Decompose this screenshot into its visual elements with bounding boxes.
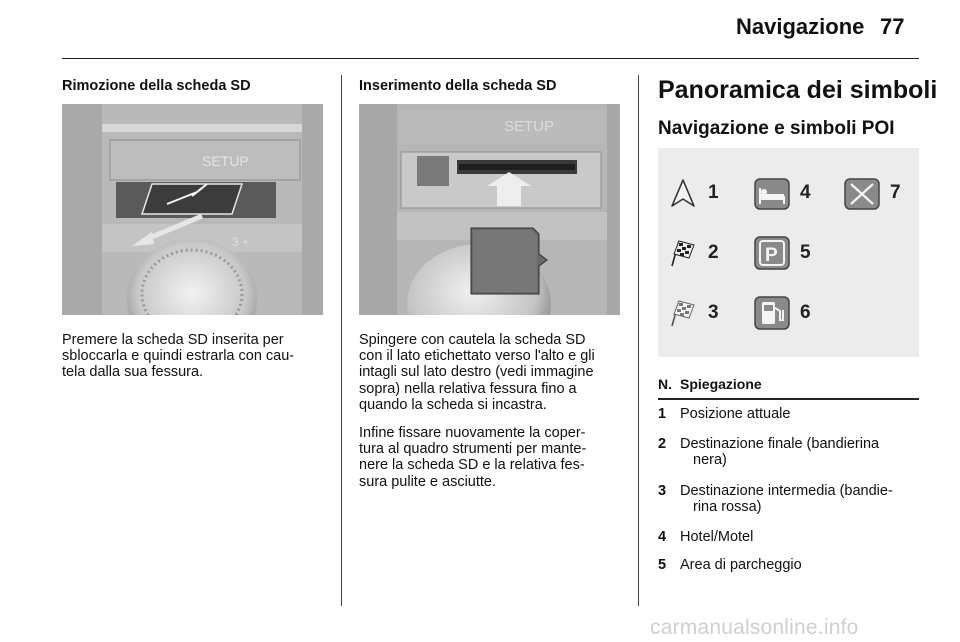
page-number: 77 bbox=[880, 14, 905, 39]
removal-instructions bbox=[62, 332, 332, 381]
fuel-station-icon bbox=[754, 296, 790, 330]
paragraph-line: Premere la scheda SD inserita per bbox=[62, 332, 284, 348]
cover-instructions bbox=[359, 425, 629, 490]
section-heading-removal: Rimozione della scheda SD bbox=[62, 78, 251, 94]
sd-removal-illustration bbox=[62, 104, 323, 315]
restaurant-icon bbox=[844, 178, 880, 210]
symbol-number: 7 bbox=[890, 182, 901, 203]
parking-icon bbox=[754, 236, 790, 270]
row-description-line: nera) bbox=[693, 452, 727, 469]
insertion-instructions bbox=[359, 332, 629, 413]
symbol-number: 5 bbox=[800, 242, 811, 263]
paragraph-line: Infine fissare nuovamente la coper- bbox=[359, 425, 586, 441]
paragraph-line: tela dalla sua fessura. bbox=[62, 364, 204, 381]
svg-text:P: P bbox=[765, 245, 778, 266]
row-description-line: Hotel/Motel bbox=[680, 529, 754, 545]
paragraph-line: sopra) nella relativa fessura fino a bbox=[359, 380, 577, 397]
table-header-description: Spiegazione bbox=[680, 376, 762, 392]
table-header-number: N. bbox=[658, 376, 672, 392]
row-number: 5 bbox=[658, 557, 667, 573]
paragraph-line: sura pulite e asciutte. bbox=[359, 473, 497, 490]
hotel-bed-icon bbox=[754, 178, 790, 210]
row-description-line: rina rossa) bbox=[693, 499, 762, 516]
paragraph-line: quando la scheda si incastra. bbox=[359, 396, 547, 413]
footer-watermark: carmanualsonline.info bbox=[650, 616, 859, 639]
row-number: 4 bbox=[658, 529, 667, 545]
paragraph-line: sbloccarla e quindi estrarla con cau- bbox=[62, 348, 295, 365]
row-description bbox=[680, 529, 920, 545]
row-description bbox=[680, 436, 920, 468]
svg-text:3 +: 3 + bbox=[232, 235, 250, 249]
row-number: 1 bbox=[658, 406, 667, 422]
row-number: 3 bbox=[658, 483, 667, 499]
row-description-line: Destinazione intermedia (bandie- bbox=[680, 483, 893, 499]
checkered-flag-final-icon bbox=[666, 238, 696, 268]
row-number: 2 bbox=[658, 436, 667, 452]
page-title: Navigazione bbox=[736, 14, 865, 39]
row-description-line: Posizione attuale bbox=[680, 406, 791, 422]
checkered-flag-waypoint-icon bbox=[666, 298, 696, 328]
row-description bbox=[680, 406, 920, 422]
row-description-line: Destinazione finale (bandierina bbox=[680, 436, 880, 452]
section-heading-insertion: Inserimento della scheda SD bbox=[359, 78, 557, 94]
setup-label-middle: SETUP bbox=[504, 118, 555, 135]
symbol-number: 3 bbox=[708, 302, 719, 323]
symbol-number: 1 bbox=[708, 182, 719, 203]
row-description bbox=[680, 483, 920, 515]
row-description bbox=[680, 557, 920, 573]
paragraph-line: tura al quadro strumenti per mante- bbox=[359, 441, 587, 458]
column-divider-right bbox=[638, 75, 639, 606]
setup-label-left: SETUP bbox=[202, 153, 249, 169]
symbol-number: 6 bbox=[800, 302, 811, 323]
paragraph-line: Spingere con cautela la scheda SD bbox=[359, 332, 586, 348]
paragraph-line: con il lato etichettato verso l'alto e gli bbox=[359, 348, 595, 365]
paragraph-line: nere la scheda SD e la relativa fes- bbox=[359, 457, 585, 474]
symbol-number: 2 bbox=[708, 242, 719, 263]
row-description-line: Area di parcheggio bbox=[680, 557, 802, 573]
section-subtitle-poi: Navigazione e simboli POI bbox=[658, 118, 895, 139]
header-divider bbox=[62, 58, 919, 59]
sd-insertion-illustration bbox=[359, 104, 620, 315]
paragraph-line: intagli sul lato destro (vedi immagine bbox=[359, 364, 594, 381]
symbol-number: 4 bbox=[800, 182, 811, 203]
section-title-symbols: Panoramica dei simboli bbox=[658, 76, 938, 104]
table-header-rule bbox=[658, 398, 919, 400]
current-position-arrow-icon bbox=[670, 178, 696, 208]
symbols-panel bbox=[658, 148, 919, 357]
column-divider-left bbox=[341, 75, 342, 606]
